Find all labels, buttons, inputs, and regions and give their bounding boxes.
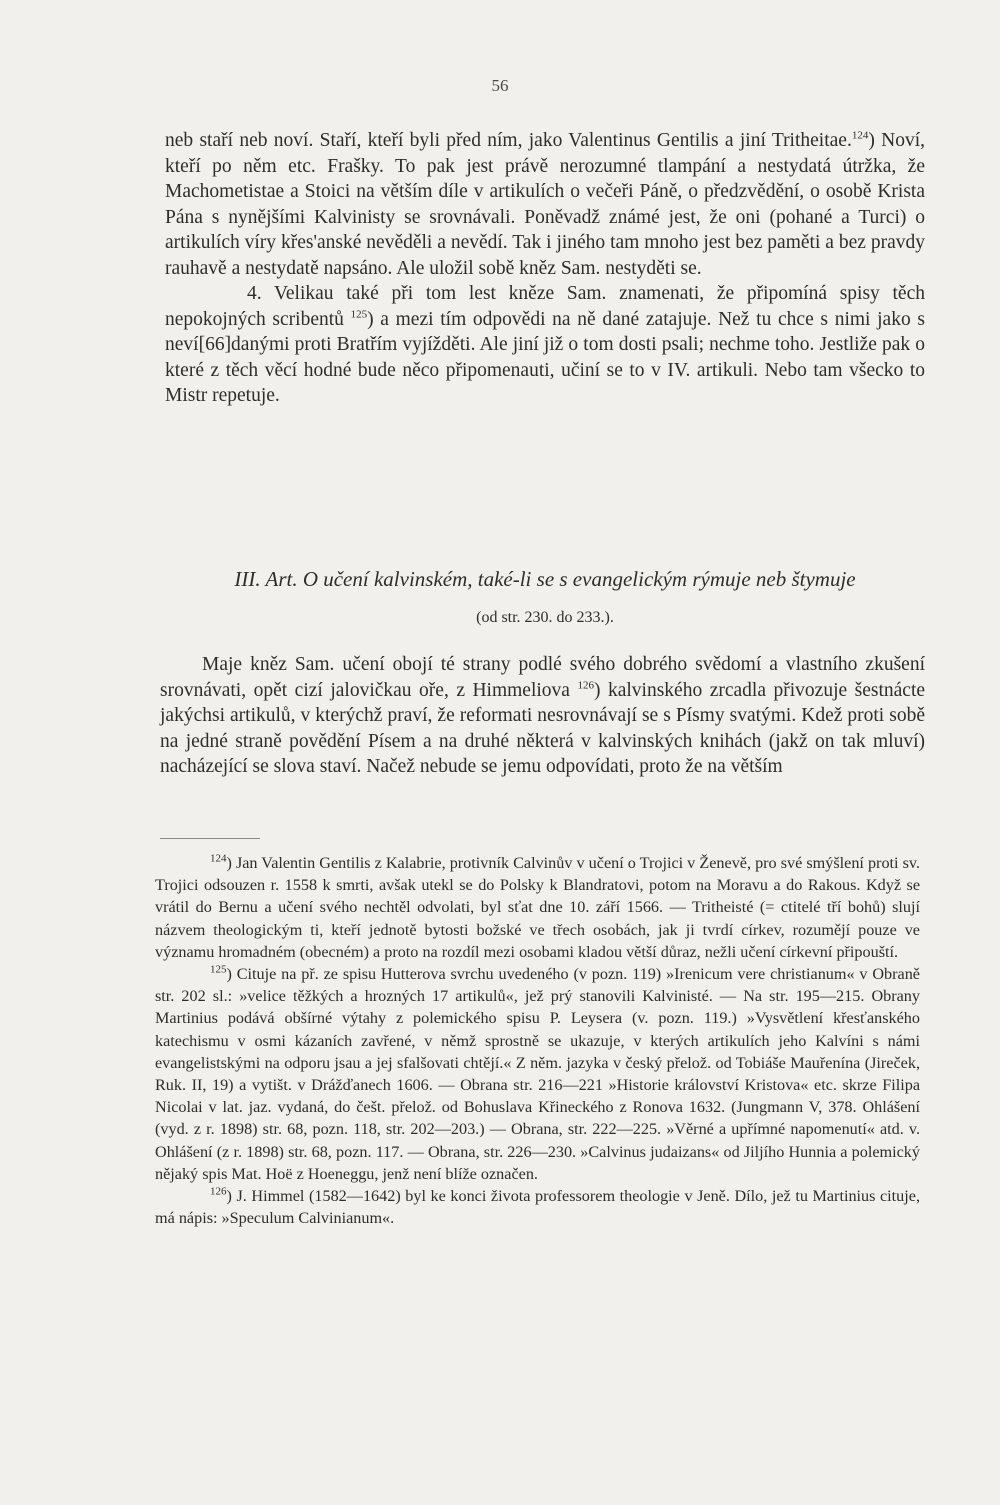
footnote: [155, 852, 920, 963]
paragraph-text: ) a mezi tím odpovědi na ně dané zatajuje. Než tu chce s nimi jako s neví[66]danými proti Bratřím vyjížděti. Ale jiní již o tom dosti psali; nechme toho. Jestliže pak o které z těch věcí hodné bude něco připomenauti, učiní se to v IV. artikuli. Nebo tam všecko to Mistr repetuje.: [165, 308, 925, 406]
paragraph: [165, 281, 925, 409]
section-heading: III. Art. O učení kalvinském, také-li se s evangelickým rýmuje neb štymuje: [234, 567, 856, 591]
footnote-text: ) J. Himmel (1582—1642) byl ke konci života professorem theologie v Jeně. Dílo, jež tu Martinius cituje, má nápis: »Speculum Calvinianum«.: [155, 1187, 920, 1228]
paragraph-text: ) kalvinského zrcadla přivozuje šestnácte jakýchsi artikulů, v kterýchž praví, že reformati nesrovnávají se s Písmy svatými. Kdež proti sobě na jedné straně povědění Písem a na druhé některá v kalvinských knihách (jakž on tak mluví) nacházející se slova staví. Načež nebude se jemu odpovídati, proto že na větším: [160, 679, 926, 777]
footnote-number: 126: [210, 1185, 227, 1198]
section-subheading: (od str. 230. do 233.).: [476, 609, 614, 626]
footnote-divider: [160, 838, 260, 839]
footnote: [155, 963, 920, 1185]
main-text: [165, 128, 925, 409]
footnote-ref: 126: [577, 679, 594, 691]
footnote-number: 124: [210, 852, 227, 865]
page-number: 56: [491, 76, 509, 95]
paragraph-text: Maje kněz Sam. učení obojí té strany podlé svého dobrého svědomí a vlastního zkušení srovnávati, opět cizí jalovičkau oře, z Himmeliova: [160, 654, 925, 701]
paragraph-text: neb staří neb noví. Staří, kteří byli před ním, jako Valentinus Gentilis a jiní Tritheitae.: [165, 130, 852, 151]
footnote-number: 125: [210, 963, 227, 976]
footnote-ref: 124: [851, 129, 869, 142]
paragraph: [160, 652, 925, 780]
section-text: [160, 652, 925, 780]
footnote-text: ) Jan Valentin Gentilis z Kalabrie, protivník Calvinův v učení o Trojici v Ženevě, pro své smýšlení proti sv. Trojici odsouzen r. 1558 k smrti, avšak utekl se do Polsky k Blandratovi, potom na Moravu a do Rakous. Když se vrátil do Bernu a učení svého nechtěl odvolati, byl sťat dne 10. září 1566. — Tritheisté (= ctitelé tří bohů) slují názvem theologickým ti, kteří jednotě bytosti božské ve třech osobách, jak ji tvrdí církev, rozumějí pouze ve významu hromadném (obecném) a proto na rozdíl mezi osobami kladou větší důraz, nežli učení církevní připouští.: [155, 854, 920, 961]
footnote: [155, 1185, 920, 1229]
footnote-ref: 125: [350, 308, 368, 320]
footnotes: [155, 852, 920, 1229]
paragraph: [165, 128, 925, 281]
paragraph-text: 4. Velikau také při tom lest kněze Sam. znamenati, že připomíná spisy těch nepokojných scribentů: [165, 283, 925, 330]
paragraph-text: ) Noví, kteří po něm etc. Frašky. To pak jest právě nerozumné tlampání a nestydatá útržka, že Machometistae a Stoici na větším díle v artikulích o večeři Páně, o předzvědění, o osobě Krista Pána s nynějšími Kalvinisty se srovnávali. Poněvadž známé jest, že oni (pohané a Turci) o artikulích víry křes'anské nevěděli a nevědí. Tak i jiného tam mnoho jest bez paměti a bez pravdy rauhavě a nestydatě napsáno. Ale uložil sobě kněz Sam. nestyděti se.: [165, 130, 925, 279]
footnote-text: ) Cituje na př. ze spisu Hutterova svrchu uvedeného (v pozn. 119) »Irenicum vere christianum« v Obraně str. 202 sl.: »velice těžkých a hrozných 17 artikulů«, jež prý stanovili Kalvinisté. — Na str. 195—215. Obrany Martinius podává obšírné výtahy z polemického spisu P. Leysera (v. pozn. 119.) »Vysvětlení křesťanského katechismu v osmi kázaních zavřené, v němž sprostně se ukazuje, v kterých artikulích jeho Kalvíni s námi evangelistskými na odporu jsau a jej sfalšovati chtějí.« Z něm. jazyka v český přelož. od Tobiáše Mauřenína (Jireček, Ruk. II, 19) a vytišt. v Drážďanech 1606. — Obrana str. 216—221 »Historie království Kristova« etc. skrze Filipa Nicolai v lat. jaz. vydaná, do češt. přelož. od Bohuslava Křineckého z Ronova 1632. (Jungmann V, 378. Ohlášení (vyd. z r. 1898) str. 68, pozn. 118, str. 202—203.) — Obrana, str. 222—225. »Věrné a upřímné napomenutí« atd. v. Ohlášení (z r. 1898) str. 68, pozn. 117. — Obrana, str. 226—230. »Calvinus judaizans« od Jiljího Hunnia a polemický nějaký spis Mat. Hoë z Hoeneggu, jenž není blíže označen.: [155, 965, 920, 1183]
